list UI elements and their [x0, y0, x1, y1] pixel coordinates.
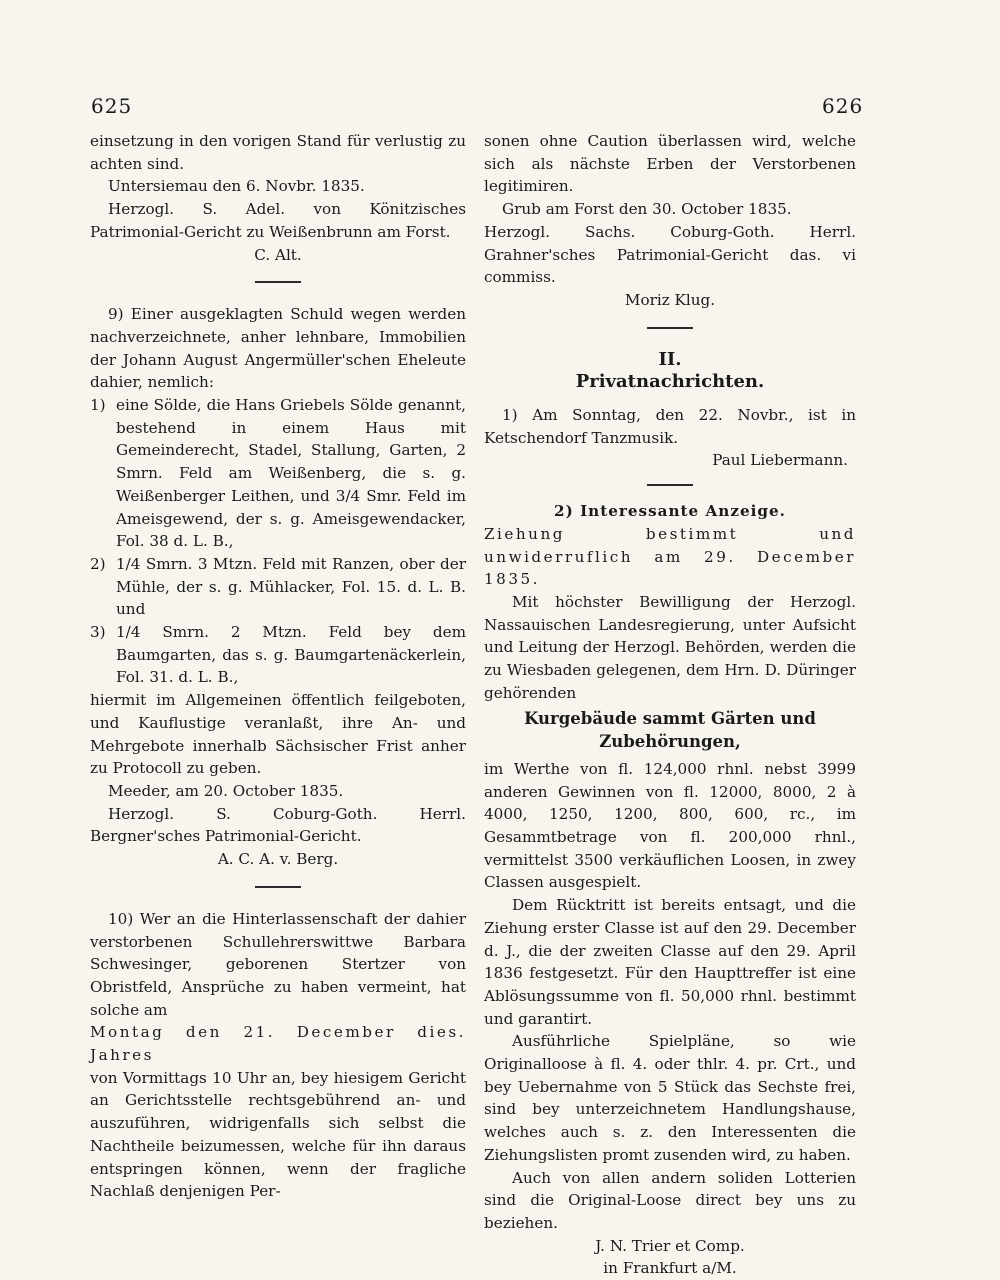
- announcement-body-3: Ausführliche Spielpläne, so wie Originalloose à fl. 4. oder thlr. 4. pr. Crt., und bey Uebernahme von 5 Stück das Sechste frei, sind bey unterzeichnetem Handlungshause, welches auch s. z. den Interessenten die Ziehungslisten promt zusenden wird, zu haben.: [484, 1032, 856, 1164]
- announcement-intro: Mit höchster Bewilligung der Herzogl. Nassauischen Landesregierung, unter Aufsicht und Leitung der Herzogl. Behörden, werden die zu Wiesbaden gelegenen, dem Hrn. D. Düringer gehörenden: [484, 592, 856, 702]
- announcement-title: 2) Interessante Anzeige.: [554, 502, 786, 521]
- section-number: II.: [658, 348, 682, 370]
- notice-place: Grub am Forst den 30. October 1835.: [502, 200, 792, 219]
- announcement-signature: J. N. Trier et Comp.: [595, 1236, 745, 1255]
- item-text: 1/4 Smrn. 2 Mtzn. Feld bey dem Baumgarten, das s. g. Baumgartenäckerlein, Fol. 31. d. L. B.,: [116, 623, 466, 687]
- notice9-signature: A. C. A. v. Berg.: [217, 850, 339, 869]
- item-list: [90, 394, 466, 689]
- notice1-signature: C. Alt.: [254, 245, 302, 264]
- divider: [647, 327, 693, 329]
- announcement-body-4: Auch von allen andern soliden Lotterien sind die Original-Loose direct bey uns zu beziehen.: [484, 1168, 856, 1232]
- continued-text: sonen ohne Caution überlassen wird, welche sich als nächste Erben der Verstorbenen legitimiren.: [484, 132, 856, 196]
- page-number-left: 625: [91, 94, 133, 118]
- notice-court: Herzogl. Sachs. Coburg-Goth. Herrl. Grahner'sches Patrimonial-Gericht das. vi commiss.: [484, 222, 856, 287]
- notice10-body: von Vormittags 10 Uhr an, bey hiesigem Gericht an Gerichtsstelle rechtsgebührend an- und auszuführen, widrigenfalls sich selbst die Nachtheile beizumessen, welche für ihn daraus entspringen können, wenn der fragliche Nachlaß denjenigen Per-: [90, 1068, 466, 1201]
- notice10-date: Montag den 21. December dies. Jahres: [90, 1023, 466, 1065]
- announcement-headline: Kurgebäude sammt Gärten und Zubehörungen,: [524, 709, 816, 752]
- notice9-place: Meeder, am 20. October 1835.: [108, 781, 344, 800]
- item-number: 3): [90, 623, 106, 642]
- intro-text: einsetzung in den vorigen Stand für verlustig zu achten sind.: [90, 132, 466, 173]
- item-number: 1): [90, 396, 106, 415]
- right-column: [484, 130, 856, 1280]
- notice-signature: Moriz Klug.: [624, 290, 716, 309]
- announcement-body-2: Dem Rücktritt ist bereits entsagt, und die Ziehung erster Classe ist auf den 29. December d. J., die der zweiten Classe auf den 29. April 1836 festgesetzt. Für den Haupttreffer ist eine Ablösungssumme von fl. 50,000 rhnl. bestimmt und garantirt.: [484, 896, 856, 1028]
- notice-tanzmusik: 1) Am Sonntag, den 22. Novbr., ist in Ketschendorf Tanzmusik.: [484, 406, 856, 447]
- notice1-place: Untersiemau den 6. Novbr. 1835.: [108, 177, 365, 196]
- divider: [647, 484, 693, 486]
- divider: [255, 886, 301, 888]
- list-item: [90, 553, 466, 621]
- tanzmusik-signature: Paul Liebermann.: [712, 451, 848, 470]
- notice9-intro: 9) Einer ausgeklagten Schuld wegen werden nachverzeichnete, anher lehnbare, Immobilien der Johann August Angermüller'schen Eheleute dahier, nemlich:: [90, 305, 466, 392]
- section-title: Privatnachrichten.: [575, 371, 765, 393]
- announcement-subtitle: Ziehung bestimmt und unwiderruflich am 29. December 1835.: [484, 524, 856, 589]
- divider: [255, 281, 301, 283]
- notice9-court: Herzogl. S. Coburg-Goth. Herrl. Bergner'sches Patrimonial-Gericht.: [90, 804, 466, 846]
- announcement-location: in Frankfurt a/M.: [603, 1259, 737, 1278]
- page-number-right: 626: [822, 94, 864, 118]
- notice1-court: Herzogl. S. Adel. von Könitzisches Patrimonial-Gericht zu Weißenbrunn am Forst.: [90, 200, 466, 241]
- item-text: 1/4 Smrn. 3 Mtzn. Feld mit Ranzen, ober der Mühle, der s. g. Mühlacker, Fol. 15. d. L. B. und: [116, 554, 466, 619]
- item-text: eine Sölde, die Hans Griebels Sölde genannt, bestehend in einem Haus mit Gemeinderecht, Stadel, Stallung, Garten, 2 Smrn. Feld am Weißenberg, die s. g. Weißenberger Leithen, und 3/4 Smr. Feld im Ameisgewend, der s. g. Ameisgewendacker, Fol. 38 d. L. B.,: [116, 396, 466, 551]
- list-item: [90, 394, 466, 553]
- left-column: [90, 130, 466, 1203]
- announcement-body: im Werthe von fl. 124,000 rhnl. nebst 3999 anderen Gewinnen von fl. 12000, 8000, 2 à 4000, 1250, 1200, 800, 600, rc., im Gesammtbetrage von fl. 200,000 rhnl., vermittelst 3500 verkäuflichen Loosen, in zwey Classen ausgespielt.: [484, 759, 856, 892]
- notice10-intro: 10) Wer an die Hinterlassenschaft der dahier verstorbenen Schullehrerswittwe Barbara Schwesinger, geborenen Stertzer von Obristfeld, Ansprüche zu haben vermeint, hat solche am: [90, 909, 466, 1019]
- list-item: [90, 621, 466, 689]
- item-number: 2): [90, 554, 106, 573]
- notice9-body: hiermit im Allgemeinen öffentlich feilgeboten, und Kauflustige veranlaßt, ihre An- und Mehrgebote innerhalb Sächsischer Frist anher zu Protocoll zu geben.: [90, 691, 466, 778]
